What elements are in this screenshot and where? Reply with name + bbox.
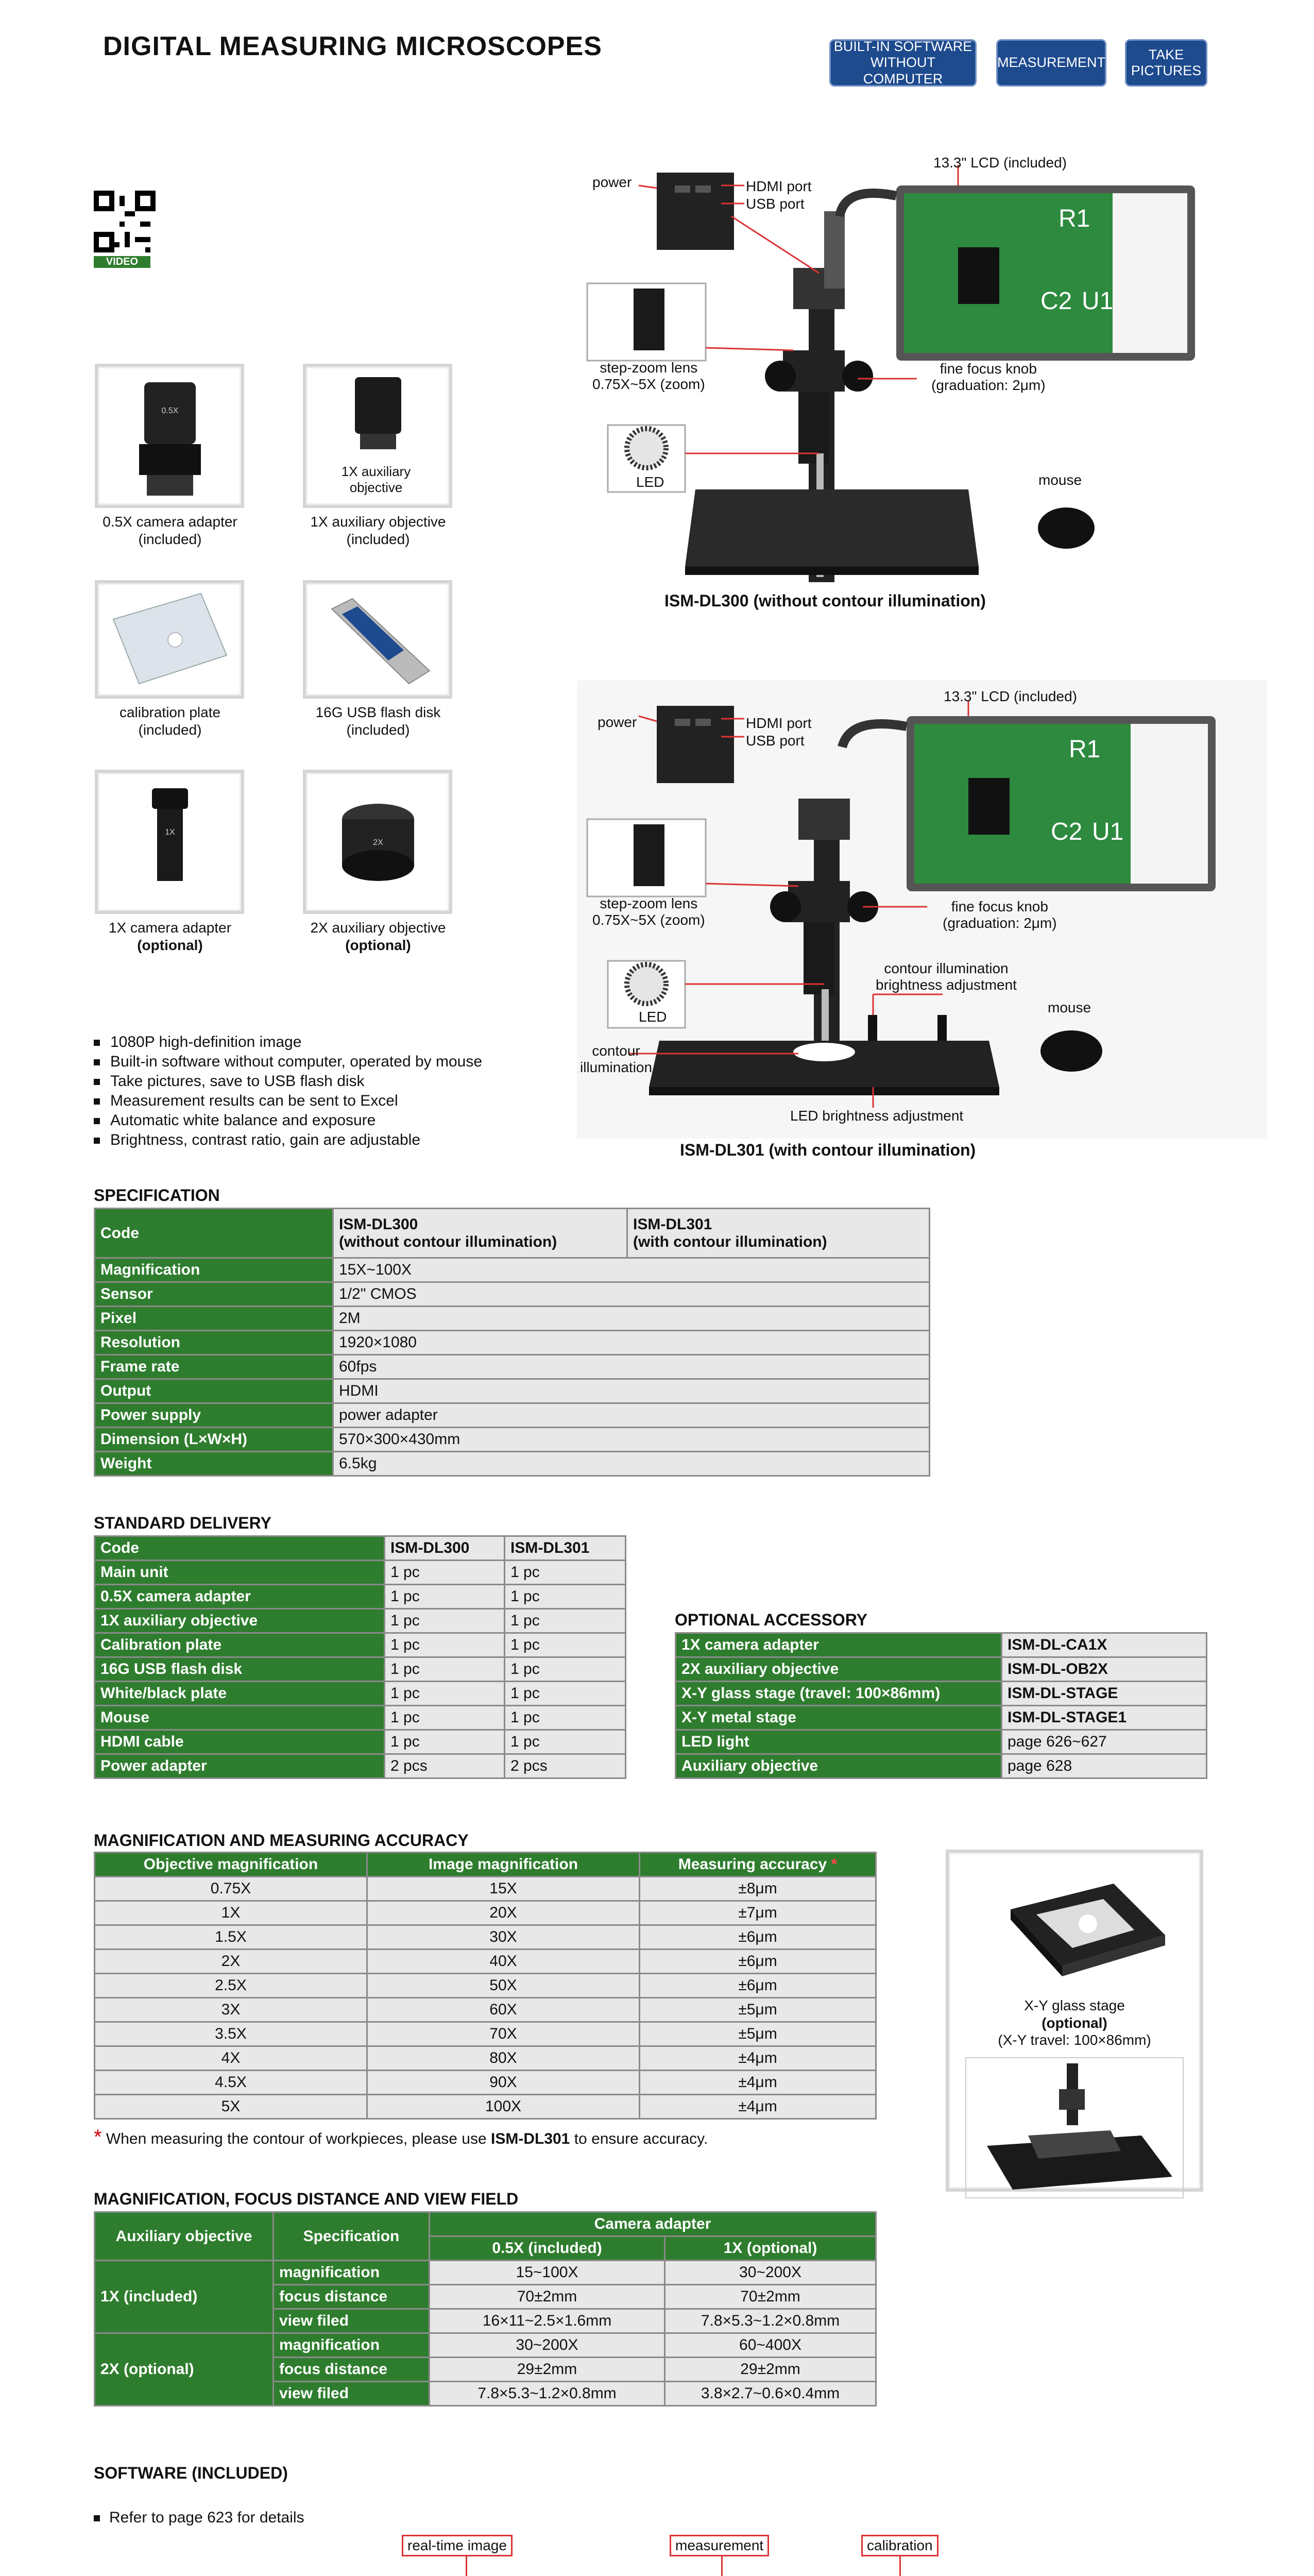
cell: ±5μm [640,2022,876,2046]
svg-text:U1: U1 [1082,287,1114,315]
table-row [95,1925,876,1950]
row-label: Resolution [95,1331,333,1355]
delivery-heading: STANDARD DELIVERY [94,1514,271,1532]
xy-stage-caption: X-Y glass stage [1024,1997,1125,2013]
table-row [95,1682,626,1706]
row-value: ISM-DL-STAGE1 [1002,1706,1207,1730]
cell: 0.75X [95,1877,367,1901]
row-label: Power adapter [95,1754,385,1778]
optional-table [675,1632,1207,1779]
label-led-2: LED [639,1009,667,1025]
caption-2x-objective: 2X auxiliary objective (optional) [310,920,446,953]
svg-text:C2: C2 [1051,818,1083,845]
group-label: 2X (optional) [95,2333,274,2406]
optional-heading: OPTIONAL ACCESSORY [675,1611,867,1629]
row-value: 1 pc [385,1706,505,1730]
row-label: magnification [274,2261,430,2285]
table-row [676,1633,1207,1657]
cell: 4.5X [95,2071,367,2095]
row-value: 1 pc [505,1657,626,1682]
group-label: 1X (included) [95,2261,274,2333]
feature-item: Measurement results can be sent to Excel [94,1091,482,1111]
row-value: 1 pc [385,1585,505,1609]
row-label: White/black plate [95,1682,385,1706]
cell: 15~100X [430,2261,665,2285]
row-value: 2 pcs [385,1754,505,1778]
row-value: 1 pc [385,1730,505,1754]
cell: 15X [367,1877,640,1901]
caption-1x-objective: 1X auxiliary objective (included) [310,514,446,547]
caption-05x-adapter: 0.5X camera adapter (included) [103,514,237,547]
inset-label-1x: 1X auxiliary objective [341,464,411,496]
row-value: 1 pc [505,1585,626,1609]
row-value: 15X~100X [333,1258,930,1282]
table-header: ISM-DL301 (with contour illumination) [627,1209,930,1258]
photo-usb-disk [303,580,452,699]
cell: 60X [367,1998,640,2022]
feature-item: Automatic white balance and exposure [94,1111,482,1130]
row-label: X-Y metal stage [676,1706,1002,1730]
label-usb-1: USB port [746,196,805,212]
table-row [676,1657,1207,1682]
cell: 3.5X [95,2022,367,2046]
cell: 16×11~2.5×1.6mm [430,2309,665,2333]
row-label: focus distance [274,2358,430,2382]
row-label: Weight [95,1452,333,1476]
svg-text:C2: C2 [1040,287,1072,315]
qr-code[interactable] [94,191,156,268]
cell: 7.8×5.3~1.2×0.8mm [665,2309,876,2333]
note-text: When measuring the contour of workpieces, please use [106,2130,491,2147]
label-contour-illumination: contour illumination [580,1043,653,1076]
page-title: DIGITAL MEASURING MICROSCOPES [103,31,602,61]
svg-text:0.5X: 0.5X [161,406,179,415]
table-row [95,1901,876,1925]
table-row [95,2261,876,2285]
row-value: 570×300×430mm [333,1428,930,1452]
photo-calibration-plate [95,580,244,699]
label-focus-1: fine focus knob (graduation: 2μm) [931,361,1046,394]
xy-stage-on-microscope [965,2057,1184,2198]
caption-calibration-plate: calibration plate (included) [119,704,221,738]
pointer-line [721,2556,723,2576]
cell: 20X [367,1901,640,1925]
note-text: to ensure accuracy. [570,2130,708,2147]
table-row [95,1258,930,1282]
row-label: Auxiliary objective [676,1754,1002,1778]
feature-list [94,1032,482,1150]
cell: 60~400X [665,2333,876,2358]
cell: 1X [95,1901,367,1925]
photo-2x-objective [303,770,452,914]
cell: 70X [367,2022,640,2046]
row-label: Output [95,1379,333,1403]
table-row [676,1706,1207,1730]
cell: 29±2mm [665,2358,876,2382]
row-label: 2X auxiliary objective [676,1657,1002,1682]
table-row [95,2071,876,2095]
label-power-1: power [592,174,632,190]
label-zoom-2: step-zoom lens 0.75X~5X (zoom) [592,895,705,928]
label-focus-2: fine focus knob (graduation: 2μm) [943,899,1057,931]
caption-1x-adapter: 1X camera adapter (optional) [108,920,232,953]
row-label: view filed [274,2382,430,2406]
row-label: 0.5X camera adapter [95,1585,385,1609]
table-header: Code [95,1536,385,1561]
cell: 70±2mm [665,2285,876,2309]
cell: ±4μm [640,2046,876,2071]
cell: 30X [367,1925,640,1950]
table-row [95,1561,626,1585]
row-value: page 626~627 [1002,1730,1207,1754]
table-row [95,1609,626,1633]
table-row [95,1307,930,1331]
row-value: 1 pc [385,1657,505,1682]
cell: ±6μm [640,1950,876,1974]
row-value: 1 pc [505,1682,626,1706]
label-hdmi-1: HDMI port [746,178,812,194]
row-value: ISM-DL-STAGE [1002,1682,1207,1706]
table-header: ISM-DL300 (without contour illumination) [333,1209,627,1258]
cell: ±4μm [640,2095,876,2119]
label-power-2: power [598,714,637,730]
table-row [676,1682,1207,1706]
table-row [95,1633,626,1657]
row-value: 6.5kg [333,1452,930,1476]
table-row [95,1754,626,1778]
svg-text:U1: U1 [1092,818,1124,845]
header-text: Measuring accuracy [678,1856,827,1873]
row-label: LED light [676,1730,1002,1754]
pointer-line [466,2556,467,2576]
cell: 90X [367,2071,640,2095]
row-value: 2M [333,1307,930,1331]
cell: ±6μm [640,1925,876,1950]
cell: 7.8×5.3~1.2×0.8mm [430,2382,665,2406]
label-usb-2: USB port [746,733,805,749]
table-header: Image magnification [367,1853,640,1877]
table-row [95,1282,930,1307]
feature-item: Take pictures, save to USB flash disk [94,1072,482,1091]
label-lcd-2: 13.3" LCD (included) [944,688,1077,704]
table-row [95,1730,626,1754]
accuracy-table [94,1852,877,2120]
cell: ±6μm [640,1974,876,1998]
row-label: Pixel [95,1307,333,1331]
cell: 3X [95,1998,367,2022]
badge-measurement: MEASUREMENT [996,39,1106,87]
label-hdmi-2: HDMI port [746,715,812,731]
row-value: 1 pc [385,1609,505,1633]
row-value: 1 pc [505,1706,626,1730]
row-label: Power supply [95,1403,333,1428]
table-header-row [95,1536,626,1561]
row-label: Mouse [95,1706,385,1730]
cell: 50X [367,1974,640,1998]
row-value: 1 pc [505,1561,626,1585]
row-value: 1/2" CMOS [333,1282,930,1307]
cell: ±5μm [640,1998,876,2022]
table-row [95,1974,876,1998]
row-label: focus distance [274,2285,430,2309]
label-mouse-2: mouse [1048,999,1091,1015]
label-zoom-1: step-zoom lens 0.75X~5X (zoom) [592,360,705,393]
xy-stage-travel: (X-Y travel: 100×86mm) [998,2032,1151,2048]
row-label: view filed [274,2309,430,2333]
row-value: 1 pc [505,1633,626,1657]
row-value: 1 pc [385,1561,505,1585]
callout-realtime-image: real-time image [402,2535,513,2556]
table-header: ISM-DL300 [385,1536,505,1561]
table-header-row [95,1209,930,1258]
table-row [95,1877,876,1901]
table-row [95,1428,930,1452]
cell: 2.5X [95,1974,367,1998]
table-row [95,1403,930,1428]
cell: 70±2mm [430,2285,665,2309]
cell: 1.5X [95,1925,367,1950]
photo-1x-adapter [95,770,244,914]
row-value: 1 pc [385,1633,505,1657]
xy-stage-image [949,1863,1200,1997]
table-header: Auxiliary objective [95,2212,274,2261]
label-contour-adjust: contour illumination brightness adjustment [876,960,1017,993]
row-label: 1X camera adapter [676,1633,1002,1657]
table-row [95,2046,876,2071]
svg-text:R1: R1 [1059,205,1090,232]
cell: 30~200X [665,2261,876,2285]
row-label: Frame rate [95,1355,333,1379]
row-value: 1 pc [505,1730,626,1754]
row-label: Sensor [95,1282,333,1307]
table-row [676,1730,1207,1754]
table-header: ISM-DL301 [505,1536,626,1561]
software-heading: SOFTWARE (INCLUDED) [94,2464,288,2482]
cell: 29±2mm [430,2358,665,2382]
table-header: Specification [274,2212,430,2261]
svg-text:2X: 2X [373,838,383,847]
cell: 5X [95,2095,367,2119]
row-value: ISM-DL-CA1X [1002,1633,1207,1657]
table-row [95,2022,876,2046]
row-value: power adapter [333,1403,930,1428]
row-label: HDMI cable [95,1730,385,1754]
pointer-line [899,2556,901,2576]
badge-builtin-software: BUILT-IN SOFTWARE WITHOUT COMPUTER [829,39,977,87]
cell: 4X [95,2046,367,2071]
cell: ±7μm [640,1901,876,1925]
table-row [95,2333,876,2358]
svg-text:R1: R1 [1069,736,1101,763]
accuracy-note [94,2126,708,2149]
table-row [95,1452,930,1476]
table-row [95,2095,876,2119]
row-value: HDMI [333,1379,930,1403]
label-mouse-1: mouse [1038,472,1082,488]
row-value: 1 pc [505,1609,626,1633]
table-header [640,1853,876,1877]
table-header: Camera adapter [430,2212,876,2236]
feature-item: 1080P high-definition image [94,1032,482,1052]
row-value: 1920×1080 [333,1331,930,1355]
cell: 3.8×2.7~0.6×0.4mm [665,2382,876,2406]
product2-caption: ISM-DL301 (with contour illumination) [680,1141,976,1159]
cell: ±4μm [640,2071,876,2095]
table-header: Code [95,1209,333,1258]
xy-stage-panel [946,1850,1203,2192]
qr-icon [94,191,156,252]
spec-heading: SPECIFICATION [94,1186,220,1205]
badge-take-pictures: TAKE PICTURES [1125,39,1207,87]
cell: 30~200X [430,2333,665,2358]
table-header-row [95,2212,876,2236]
focus-table [94,2211,877,2406]
table-row [95,1706,626,1730]
row-value: 1 pc [385,1682,505,1706]
feature-item: Built-in software without computer, operated by mouse [94,1052,482,1072]
table-header-row [95,1853,876,1877]
asterisk: * [831,1856,838,1873]
software-note [94,2509,304,2527]
row-label: Magnification [95,1258,333,1282]
bullet-icon [94,2515,100,2521]
cell: 40X [367,1950,640,1974]
row-label: Main unit [95,1561,385,1585]
qr-label: VIDEO [94,256,150,268]
table-header: 0.5X (included) [430,2236,665,2261]
callout-calibration: calibration [861,2535,938,2556]
cell: 80X [367,2046,640,2071]
table-header: Objective magnification [95,1853,367,1877]
table-row [95,1585,626,1609]
label-led-1: LED [636,474,664,490]
accuracy-heading: MAGNIFICATION AND MEASURING ACCURACY [94,1831,469,1850]
row-label: magnification [274,2333,430,2358]
row-label: Calibration plate [95,1633,385,1657]
table-row [95,1379,930,1403]
row-label: 1X auxiliary objective [95,1609,385,1633]
table-row [676,1754,1207,1778]
feature-item: Brightness, contrast ratio, gain are adjustable [94,1130,482,1150]
row-label: Dimension (L×W×H) [95,1428,333,1452]
cell: 2X [95,1950,367,1974]
label-lcd-1: 13.3" LCD (included) [933,155,1067,171]
software-note-text: Refer to page 623 for details [109,2509,304,2526]
table-row [95,1657,626,1682]
product1-caption: ISM-DL300 (without contour illumination) [664,591,986,610]
label-led-brightness: LED brightness adjustment [790,1108,964,1124]
table-row [95,1331,930,1355]
focus-heading: MAGNIFICATION, FOCUS DISTANCE AND VIEW FIELD [94,2190,519,2208]
table-header: 1X (optional) [665,2236,876,2261]
cell: 100X [367,2095,640,2119]
row-value: 2 pcs [505,1754,626,1778]
svg-text:1X: 1X [165,828,175,837]
row-value: page 628 [1002,1754,1207,1778]
xy-stage-optional: (optional) [1042,2014,1107,2031]
row-value: ISM-DL-OB2X [1002,1657,1207,1682]
table-row [95,1950,876,1974]
asterisk: * [94,2126,102,2148]
spec-table [94,1208,930,1477]
row-label: X-Y glass stage (travel: 100×86mm) [676,1682,1002,1706]
table-row [95,1998,876,2022]
delivery-table [94,1535,626,1779]
row-label: 16G USB flash disk [95,1657,385,1682]
table-row [95,1355,930,1379]
photo-05x-adapter [95,364,244,508]
caption-usb-disk: 16G USB flash disk (included) [315,704,441,738]
cell: ±8μm [640,1877,876,1901]
note-code: ISM-DL301 [491,2130,570,2147]
row-value: 60fps [333,1355,930,1379]
callout-measurement: measurement [670,2535,769,2556]
